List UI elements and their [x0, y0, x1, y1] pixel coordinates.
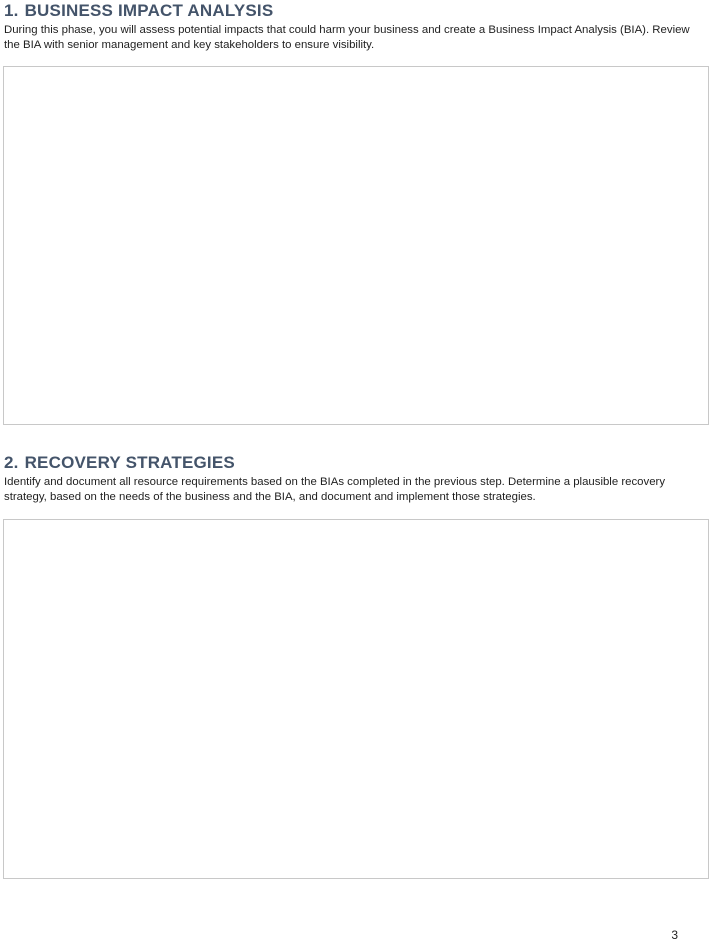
business-impact-analysis-input-box[interactable] [3, 66, 709, 425]
section-recovery-strategies [4, 452, 710, 505]
section-number: 1. [4, 1, 19, 20]
section-title: BUSINESS IMPACT ANALYSIS [24, 1, 274, 20]
page-number: 3 [671, 928, 678, 942]
recovery-strategies-input-box[interactable] [3, 519, 709, 879]
section-heading [4, 452, 710, 474]
section-number: 2. [4, 453, 19, 472]
section-description: Identify and document all resource requirements based on the BIAs completed in the previous step. Determine a plausible recovery strategy, based on the needs of the business and the BIA, and document and implement those strategies. [4, 476, 666, 503]
section-business-impact-analysis [4, 0, 710, 53]
section-description: During this phase, you will assess potential impacts that could harm your business and create a Business Impact Analysis (BIA). Review the BIA with senior management and key stakeholders to ensure visibility. [4, 24, 690, 51]
section-heading [4, 0, 710, 22]
section-title: RECOVERY STRATEGIES [24, 453, 235, 472]
